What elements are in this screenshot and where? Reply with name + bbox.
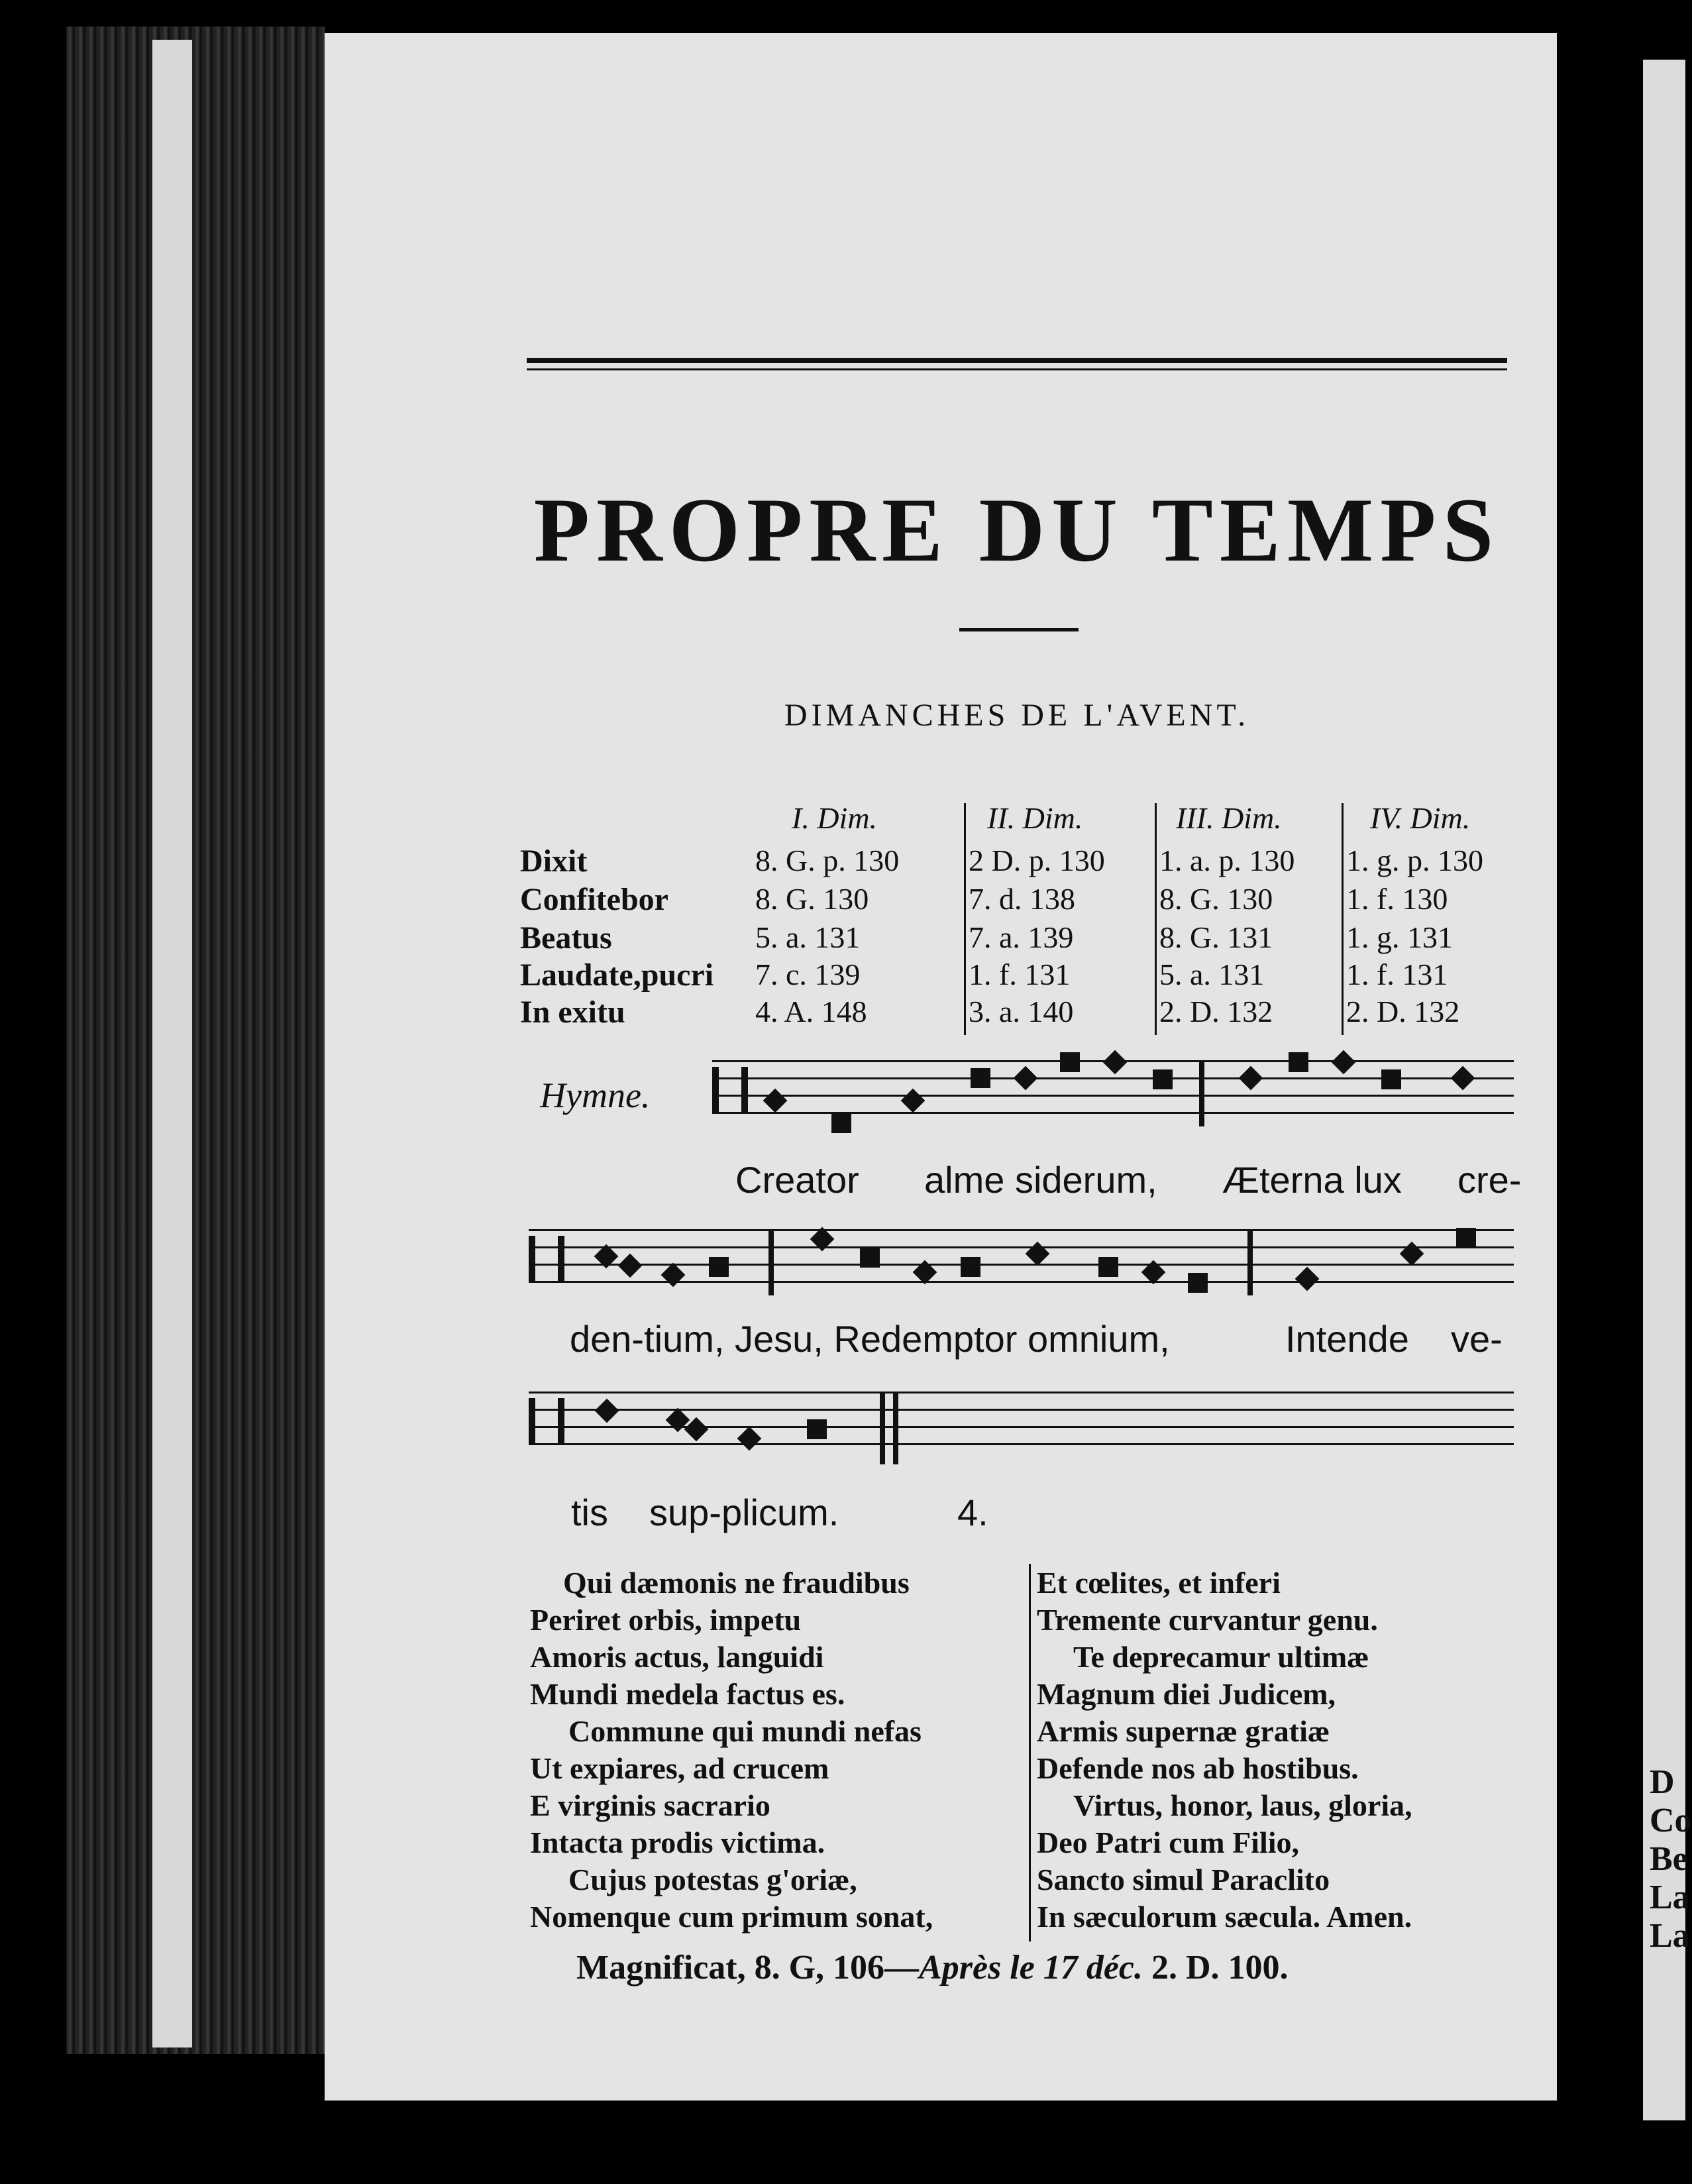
table-cell: 1. f. 131	[1346, 957, 1448, 991]
table-cell: 7. c. 139	[755, 957, 861, 991]
verse-line: In sæculorum sæcula. Amen.	[1037, 1900, 1412, 1934]
neume-note	[1026, 1242, 1050, 1266]
neume-note	[807, 1419, 827, 1439]
page-title: PROPRE DU TEMPS	[533, 479, 1501, 580]
table-cell: 1. f. 131	[969, 957, 1071, 991]
neume-note	[831, 1113, 851, 1133]
row-label: In exitu	[520, 995, 625, 1030]
table-cell: 5. a. 131	[755, 920, 861, 954]
verse-line: Qui dæmonis ne fraudibus	[563, 1566, 910, 1600]
table-cell: 1. a. p. 130	[1159, 844, 1295, 877]
hymn-lyric: sup-plicum.	[649, 1492, 839, 1533]
verse-line: Intacta prodis victima.	[530, 1826, 825, 1859]
neume-note	[1060, 1052, 1080, 1072]
column-header: III. Dim.	[1176, 801, 1282, 835]
hymn-lyric: 4.	[957, 1492, 988, 1533]
table-cell: 1. f. 130	[1346, 882, 1448, 916]
verse-line: Magnum diei Judicem,	[1037, 1677, 1336, 1711]
verse-line: Amoris actus, languidi	[530, 1640, 824, 1674]
table-cell: 5. a. 131	[1159, 957, 1265, 991]
table-cell: 2 D. p. 130	[969, 844, 1105, 877]
final-bar-line	[880, 1392, 885, 1464]
verse-line: Tremente curvantur genu.	[1037, 1603, 1378, 1637]
section-subtitle: DIMANCHES DE L'AVENT.	[784, 698, 1250, 733]
table-cell: 2. D. 132	[1346, 995, 1460, 1028]
table-cell: 8. G. 131	[1159, 920, 1273, 954]
neume-note	[1239, 1066, 1263, 1091]
neume-note	[1451, 1066, 1475, 1091]
verse-column-divider	[1029, 1564, 1031, 1941]
neume-note	[618, 1254, 643, 1278]
table-cell: 8. G. 130	[755, 882, 869, 916]
neume-note	[971, 1068, 990, 1088]
bar-line	[1199, 1060, 1204, 1126]
hymn-lyric: cre-	[1457, 1159, 1522, 1201]
neume-note	[961, 1257, 980, 1277]
neume-note	[737, 1427, 762, 1451]
column-header: I. Dim.	[792, 801, 878, 835]
footer-text: 2. D. 100.	[1143, 1949, 1289, 1987]
verse-line: Cujus potestas g'oriæ,	[568, 1863, 857, 1896]
neume-note	[1381, 1069, 1401, 1089]
hymn-label: Hymne.	[540, 1075, 651, 1115]
verse-line: Te deprecamur ultimæ	[1073, 1640, 1369, 1674]
table-cell: 2. D. 132	[1159, 995, 1273, 1028]
neume-note	[1098, 1257, 1118, 1277]
hymn-lyric: den-tium, Jesu, Redemptor omnium,	[570, 1318, 1170, 1360]
neume-note	[709, 1257, 729, 1277]
row-label: Beatus	[520, 920, 612, 956]
neume-note	[1153, 1069, 1173, 1089]
row-label: Confitebor	[520, 882, 668, 917]
verse-line: Armis supernæ gratiæ	[1037, 1714, 1330, 1748]
neume-note	[1400, 1242, 1424, 1266]
music-staff	[712, 1060, 1514, 1126]
facing-page-fragment: Co	[1650, 1802, 1692, 1839]
column-header: II. Dim.	[987, 801, 1083, 835]
neume-note	[1295, 1267, 1320, 1291]
row-label: Dixit	[520, 844, 588, 879]
title-divider	[959, 628, 1079, 631]
final-bar-line	[893, 1392, 898, 1464]
neume-note	[901, 1089, 925, 1113]
footer-text: Magnificat, 8. G, 106—	[576, 1949, 920, 1987]
verse-line: Deo Patri cum Filio,	[1037, 1826, 1300, 1859]
neume-note	[763, 1089, 788, 1113]
verse-line: Commune qui mundi nefas	[568, 1714, 922, 1748]
neume-note	[1289, 1052, 1308, 1072]
table-cell: 1. g. 131	[1346, 920, 1453, 954]
hymn-lyric: alme siderum,	[924, 1159, 1157, 1201]
hymn-lyric: Intende	[1285, 1318, 1409, 1360]
hymn-lyric: Æterna lux	[1222, 1159, 1402, 1201]
facing-page-fragment: La	[1650, 1879, 1690, 1916]
magnificat-footer	[576, 1948, 1289, 1987]
clef-icon	[712, 1067, 748, 1113]
table-cell: 8. G. p. 130	[755, 844, 900, 877]
verse-line: Ut expiares, ad crucem	[530, 1751, 829, 1785]
neume-note	[661, 1263, 686, 1287]
table-cell: 3. a. 140	[969, 995, 1074, 1028]
neume-note	[595, 1399, 619, 1423]
column-divider	[1342, 803, 1344, 1035]
verse-line: Nomenque cum primum sonat,	[530, 1900, 933, 1934]
column-header: IV. Dim.	[1370, 801, 1471, 835]
bar-line	[1247, 1229, 1253, 1295]
music-staff	[529, 1392, 1514, 1458]
column-divider	[964, 803, 966, 1035]
verse-line: Et cœlites, et inferi	[1037, 1566, 1281, 1600]
table-cell: 1. g. p. 130	[1346, 844, 1483, 877]
hymn-lyric: ve-	[1451, 1318, 1503, 1360]
music-staff	[529, 1229, 1514, 1295]
clef-icon	[529, 1236, 564, 1282]
row-label: Laudate,pucri	[520, 957, 714, 993]
verse-line: Virtus, honor, laus, gloria,	[1073, 1788, 1412, 1822]
neume-note	[860, 1248, 880, 1268]
facing-page-fragment: Be	[1650, 1840, 1688, 1878]
column-divider	[1155, 803, 1157, 1035]
table-cell: 4. A. 148	[755, 995, 867, 1028]
header-rule	[527, 358, 1507, 363]
verse-line: Sancto simul Paraclito	[1037, 1863, 1330, 1896]
neume-note	[1188, 1273, 1208, 1293]
verse-line: Periret orbis, impetu	[530, 1603, 802, 1637]
neume-note	[1456, 1228, 1476, 1248]
clef-icon	[529, 1398, 564, 1445]
book-spine-edge	[66, 27, 325, 2054]
hymn-lyric: Creator	[735, 1159, 859, 1201]
footer-italic-text: Après le 17 déc.	[919, 1949, 1143, 1987]
bar-line	[768, 1229, 774, 1295]
verse-line: Mundi medela factus es.	[530, 1677, 845, 1711]
verse-line: Defende nos ab hostibus.	[1037, 1751, 1359, 1785]
verse-line: E virginis sacrario	[530, 1788, 770, 1822]
neume-note	[1014, 1066, 1038, 1091]
table-cell: 7. a. 139	[969, 920, 1074, 954]
table-cell: 7. d. 138	[969, 882, 1075, 916]
page-edge-stack	[152, 40, 192, 2048]
hymn-lyric: tis	[571, 1492, 608, 1533]
facing-page-fragment: La	[1650, 1917, 1690, 1955]
table-cell: 8. G. 130	[1159, 882, 1273, 916]
header-rule-thin	[527, 368, 1507, 370]
facing-page-fragment: D	[1650, 1763, 1675, 1801]
